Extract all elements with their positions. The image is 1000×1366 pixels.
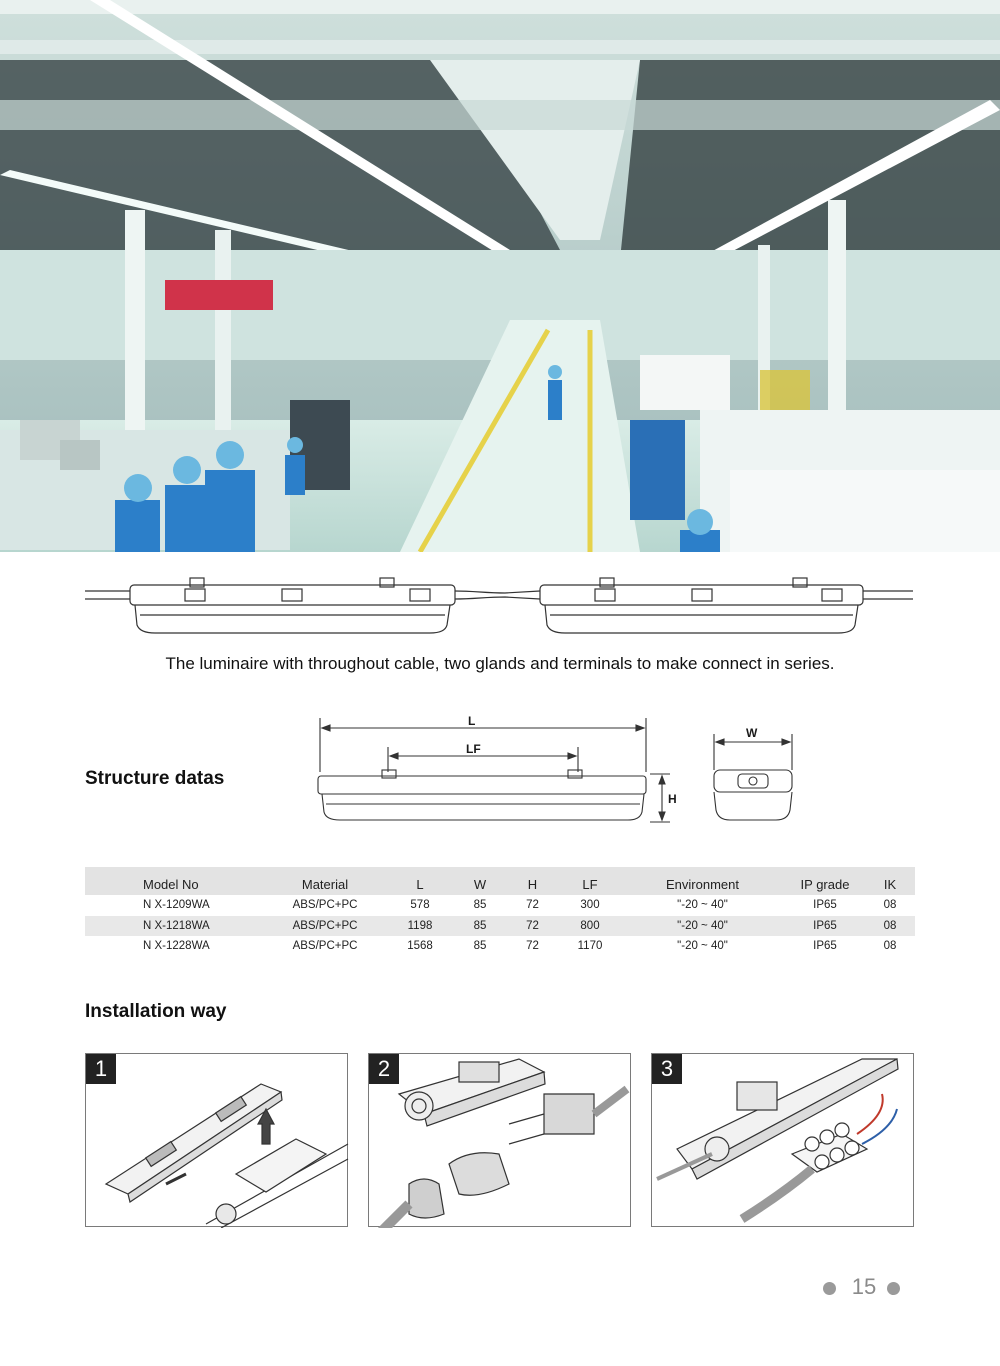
cell: 300 xyxy=(580,899,600,912)
cell: ABS/PC+PC xyxy=(265,916,385,937)
spec-table xyxy=(85,867,915,957)
cell: 1198 xyxy=(385,916,455,937)
cell: IP65 xyxy=(785,916,865,937)
dimension-drawing xyxy=(310,712,810,832)
col-header: H xyxy=(505,867,560,895)
cell: 800 xyxy=(560,916,620,937)
dim-label-LF: LF xyxy=(466,742,481,756)
col-header: LF xyxy=(560,867,620,895)
cell: 72 xyxy=(505,916,560,937)
col-header: W xyxy=(455,867,505,895)
cell: 08 xyxy=(883,940,897,953)
series-connection-drawing xyxy=(85,575,915,645)
install-step-2 xyxy=(368,1053,631,1227)
cell: 72 xyxy=(526,899,539,912)
cell: N X-1209WA xyxy=(143,899,210,912)
cell: 72 xyxy=(526,940,539,953)
cell: 85 xyxy=(455,916,505,937)
dot-decoration xyxy=(823,1282,836,1295)
dim-label-L: L xyxy=(468,714,476,728)
page-number-text: 15 xyxy=(851,1274,877,1299)
cell: N X-1218WA xyxy=(85,916,265,937)
cell: 578 xyxy=(410,899,430,912)
cell: 08 xyxy=(883,899,897,912)
table-row xyxy=(85,916,915,937)
cell: "-20 ~ 40" xyxy=(620,916,785,937)
cell: 08 xyxy=(865,916,915,937)
col-header: IK xyxy=(865,867,915,895)
cell: ABS/PC+PC xyxy=(292,940,358,953)
col-header: IP grade xyxy=(785,867,865,895)
cell: IP65 xyxy=(813,940,837,953)
cell: N X-1228WA xyxy=(143,940,210,953)
dot-decoration xyxy=(887,1282,900,1295)
dim-label-H: H xyxy=(668,792,677,806)
series-caption: The luminaire with throughout cable, two glands and terminals to make connect in series. xyxy=(165,654,835,673)
col-header: L xyxy=(385,867,455,895)
cell: "-20 ~ 40" xyxy=(677,899,728,912)
step-number: 3 xyxy=(652,1054,682,1084)
page-number xyxy=(820,1274,910,1302)
install-step-3 xyxy=(651,1053,914,1227)
table-row xyxy=(85,895,915,916)
col-header: Model No xyxy=(85,867,265,895)
structure-title: Structure datas xyxy=(85,768,225,789)
col-header: Material xyxy=(265,867,385,895)
step-number: 1 xyxy=(86,1054,116,1084)
table-header-row xyxy=(85,867,915,895)
install-step-1 xyxy=(85,1053,348,1227)
factory-photo xyxy=(0,0,1000,552)
cell: "-20 ~ 40" xyxy=(677,940,728,953)
table-row xyxy=(85,936,915,957)
col-header: Environment xyxy=(620,867,785,895)
step-number: 2 xyxy=(369,1054,399,1084)
cell: 85 xyxy=(473,940,487,953)
cell: 1170 xyxy=(577,940,603,953)
cell: 85 xyxy=(473,899,487,912)
cell: 1568 xyxy=(407,940,433,953)
cell: IP65 xyxy=(813,899,837,912)
dim-label-W: W xyxy=(746,726,758,740)
installation-title: Installation way xyxy=(85,1001,227,1022)
cell: ABS/PC+PC xyxy=(292,899,358,912)
